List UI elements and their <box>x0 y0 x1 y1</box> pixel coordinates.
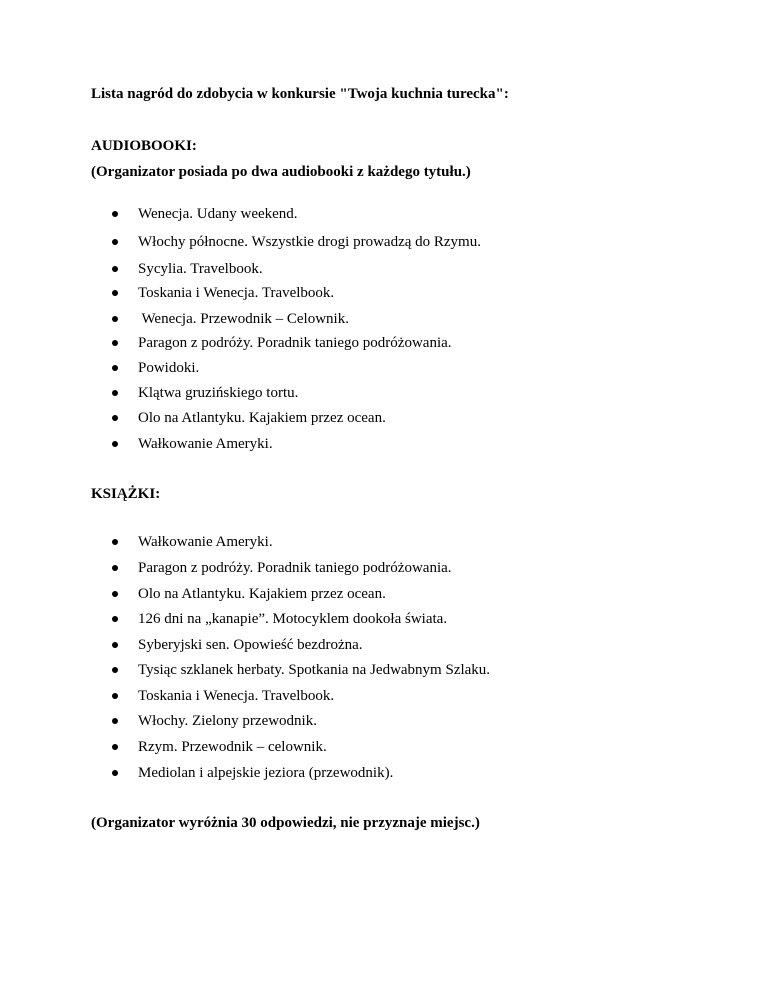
list-item-text: Rzym. Przewodnik – celownik. <box>138 739 327 755</box>
list-item-text: Wenecja. Przewodnik – Celownik. <box>138 311 349 327</box>
bullet-icon <box>112 290 118 296</box>
audiobooks-section-title: AUDIOBOOKI: <box>91 138 197 154</box>
bullet-icon <box>112 718 118 724</box>
bullet-icon <box>112 539 118 545</box>
bullet-icon <box>112 565 118 571</box>
list-item-text: Syberyjski sen. Opowieść bezdrożna. <box>138 637 363 653</box>
list-item-text: Toskania i Wenecja. Travelbook. <box>138 688 335 704</box>
list-item-text: Paragon z podróży. Poradnik taniego podróżowania. <box>138 560 452 576</box>
bullet-icon <box>112 211 118 217</box>
audiobooks-note: (Organizator posiada po dwa audiobooki z każdego tytułu.) <box>91 164 471 180</box>
bullet-icon <box>112 441 118 447</box>
list-item-text: Klątwa gruzińskiego tortu. <box>138 385 299 401</box>
list-item-text: Wenecja. Udany weekend. <box>138 206 298 222</box>
bullet-icon <box>112 415 118 421</box>
list-item-text: Włochy północne. Wszystkie drogi prowadzą do Rzymu. <box>138 234 481 250</box>
list-item-text: Sycylia. Travelbook. <box>138 261 263 277</box>
bullet-icon <box>112 390 118 396</box>
bullet-icon <box>112 642 118 648</box>
bullet-icon <box>112 316 118 322</box>
list-item-text: Olo na Atlantyku. Kajakiem przez ocean. <box>138 410 386 426</box>
bullet-icon <box>112 266 118 272</box>
books-section-title: KSIĄŻKI: <box>91 486 161 502</box>
bullet-icon <box>112 239 118 245</box>
list-item-text: Toskania i Wenecja. Travelbook. <box>138 285 335 301</box>
list-item-text: 126 dni na „kanapie”. Motocyklem dookoła świata. <box>138 611 448 627</box>
list-item-text: Mediolan i alpejskie jeziora (przewodnik). <box>138 765 394 781</box>
document-heading: Lista nagród do zdobycia w konkursie "Twoja kuchnia turecka": <box>91 86 509 102</box>
list-item-text: Wałkowanie Ameryki. <box>138 436 273 452</box>
bullet-icon <box>112 770 118 776</box>
list-item-text: Powidoki. <box>138 360 200 376</box>
bullet-icon <box>112 340 118 346</box>
footer-note: (Organizator wyróżnia 30 odpowiedzi, nie przyznaje miejsc.) <box>91 815 480 831</box>
list-item-text: Paragon z podróży. Poradnik taniego podróżowania. <box>138 335 452 351</box>
bullet-icon <box>112 667 118 673</box>
list-item-text: Wałkowanie Ameryki. <box>138 534 273 550</box>
list-item-text: Tysiąc szklanek herbaty. Spotkania na Jedwabnym Szlaku. <box>138 662 491 678</box>
list-item-text: Olo na Atlantyku. Kajakiem przez ocean. <box>138 586 386 602</box>
bullet-icon <box>112 744 118 750</box>
bullet-icon <box>112 616 118 622</box>
list-item-text: Włochy. Zielony przewodnik. <box>138 713 317 729</box>
bullet-icon <box>112 365 118 371</box>
bullet-icon <box>112 693 118 699</box>
bullet-icon <box>112 591 118 597</box>
